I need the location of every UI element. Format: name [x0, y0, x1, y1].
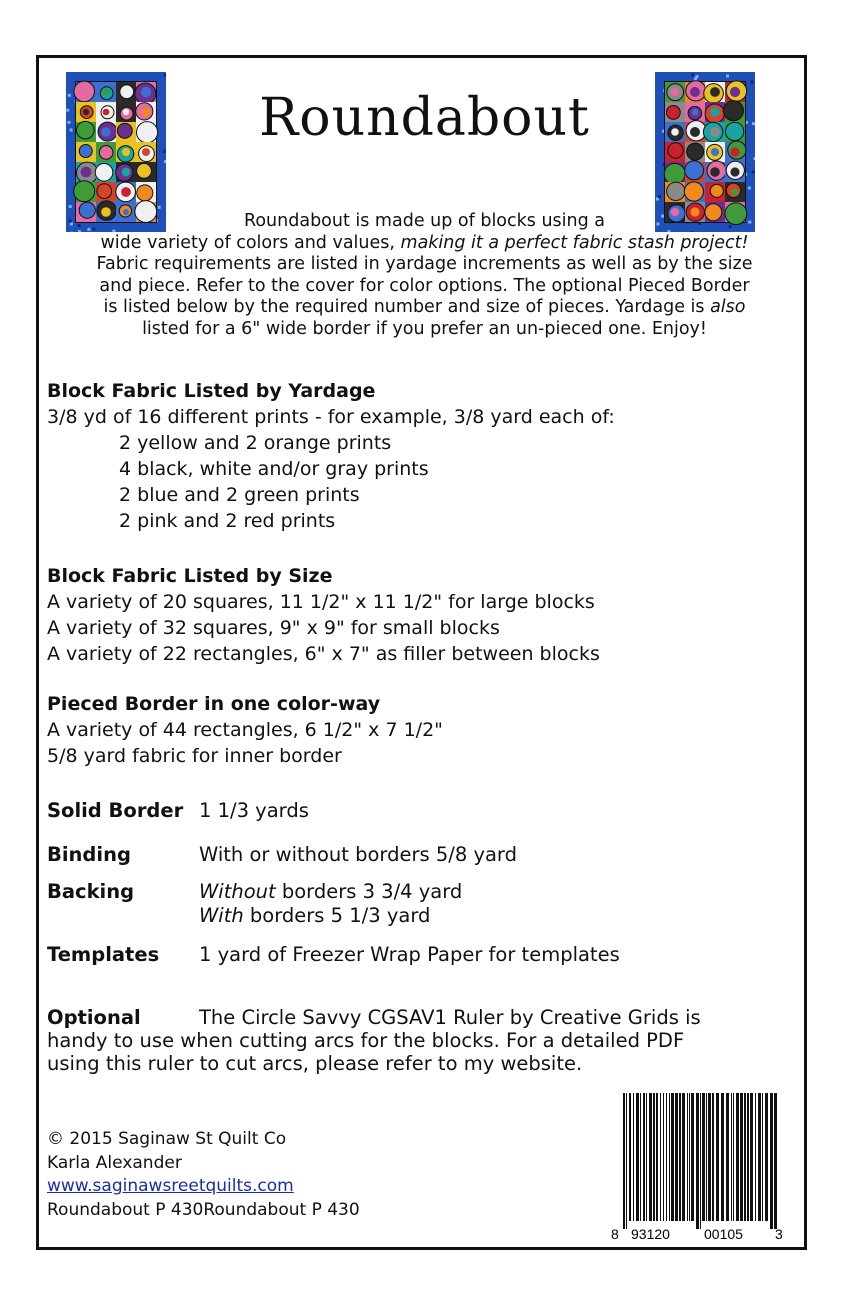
binding-label: Binding — [47, 843, 131, 866]
barcode-digits-left: 93120 — [631, 1226, 670, 1242]
list-item: 2 pink and 2 red prints — [119, 510, 336, 532]
templates-value: 1 yard of Freezer Wrap Paper for templates — [199, 943, 620, 966]
section-heading: Block Fabric Listed by Yardage — [47, 380, 376, 402]
optional-label: Optional — [47, 1006, 141, 1029]
website-link[interactable]: www.saginawsreetquilts.com — [47, 1176, 294, 1196]
pattern-code: Roundabout P 430Roundabout P 430 — [47, 1199, 360, 1220]
templates-label: Templates — [47, 943, 160, 966]
barcode-digits-right: 00105 — [704, 1226, 743, 1242]
intro-line: listed for a 6" wide border if you prefer an un-pieced one. Enjoy! — [142, 318, 707, 339]
solid-border-label: Solid Border — [47, 799, 184, 822]
intro-emphasis: also — [710, 297, 746, 317]
pieced-border-section — [47, 691, 443, 769]
section-heading: Pieced Border in one color-way — [47, 693, 381, 715]
list-item: 4 black, white and/or gray prints — [119, 458, 429, 480]
backing-text: borders 3 3/4 yard — [275, 880, 463, 903]
binding-value: With or without borders 5/8 yard — [199, 843, 517, 866]
barcode — [609, 1093, 785, 1243]
optional-line-1: The Circle Savvy CGSAV1 Ruler by Creative Grids is — [199, 1006, 701, 1029]
yardage-lead: 3/8 yd of 16 different prints - for example, 3/8 yard each of: — [47, 406, 615, 428]
barcode-digit-first: 8 — [611, 1226, 619, 1242]
intro-line: Fabric requirements are listed in yardage increments as well as by the size — [96, 254, 753, 274]
intro-text: is listed below by the required number and size of pieces. Yardage is — [103, 297, 711, 317]
intro-paragraph — [49, 211, 800, 340]
list-item: 2 yellow and 2 orange prints — [119, 432, 392, 454]
backing-value-1 — [199, 880, 462, 904]
size-section — [47, 563, 600, 667]
backing-emphasis: With — [199, 904, 244, 927]
intro-line — [49, 297, 800, 319]
barcode-bars — [623, 1093, 777, 1229]
backing-label: Backing — [47, 880, 135, 903]
copyright-text: © 2015 Saginaw St Quilt Co — [47, 1129, 287, 1149]
page-title: Roundabout — [259, 88, 590, 148]
backing-text: borders 5 1/3 yard — [243, 904, 431, 927]
barcode-digit-last: 3 — [775, 1226, 783, 1242]
list-item: 2 blue and 2 green prints — [119, 484, 360, 506]
intro-text: wide variety of colors and values, — [100, 232, 401, 253]
list-item: A variety of 32 squares, 9" x 9" for small blocks — [47, 617, 500, 639]
intro-line: Roundabout is made up of blocks using a — [243, 211, 606, 231]
list-item: A variety of 20 squares, 11 1/2" x 11 1/2" for large blocks — [47, 591, 595, 613]
intro-line: and piece. Refer to the cover for color options. The optional Pieced Border — [99, 275, 750, 296]
backing-emphasis: Without — [199, 880, 276, 903]
solid-border-value: 1 1/3 yards — [199, 799, 309, 822]
list-item: A variety of 44 rectangles, 6 1/2" x 7 1/2" — [47, 719, 443, 741]
intro-emphasis: making it a perfect fabric stash project! — [400, 232, 749, 253]
optional-line-3: using this ruler to cut arcs, please refer to my website. — [47, 1052, 583, 1075]
pattern-card — [36, 55, 807, 1250]
intro-line — [49, 233, 800, 255]
yardage-section — [47, 378, 615, 534]
optional-line-2: handy to use when cutting arcs for the blocks. For a detailed PDF — [47, 1029, 685, 1052]
author-name: Karla Alexander — [47, 1152, 182, 1173]
section-heading: Block Fabric Listed by Size — [47, 565, 333, 587]
backing-value-2 — [199, 904, 430, 928]
list-item: A variety of 22 rectangles, 6" x 7" as filler between blocks — [47, 643, 600, 665]
list-item: 5/8 yard fabric for inner border — [47, 745, 342, 767]
footer — [47, 1128, 360, 1222]
